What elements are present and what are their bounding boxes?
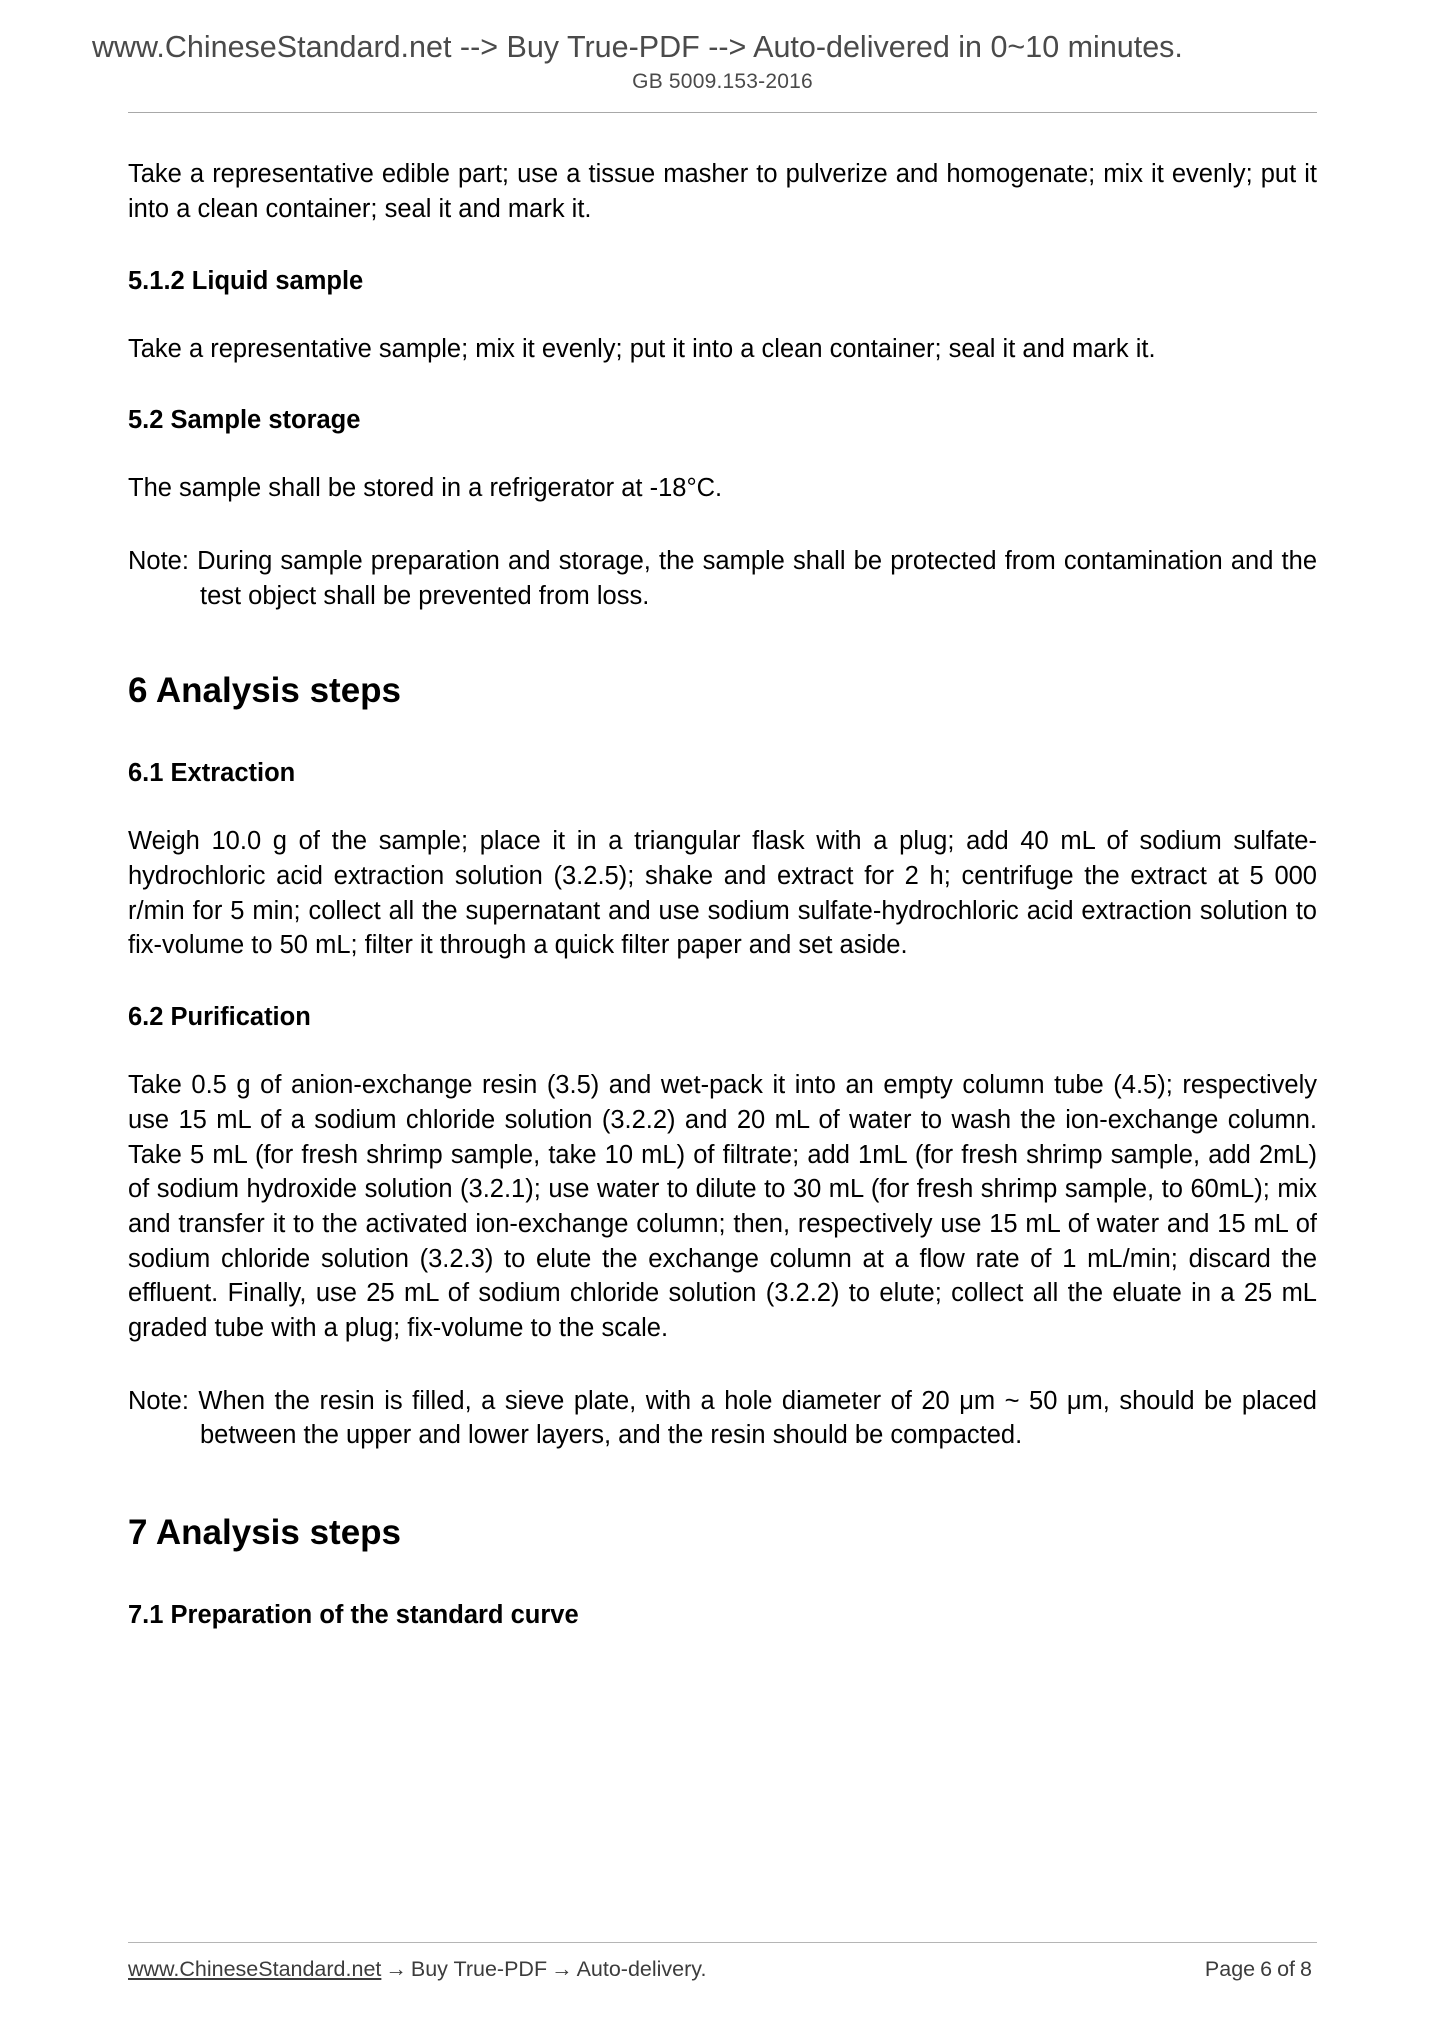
footer-row bbox=[128, 1957, 1317, 1982]
paragraph-extraction: Weigh 10.0 g of the sample; place it in a triangular flask with a plug; add 40 mL of sodium sulfate-hydrochloric acid extraction solution (3.2.5); shake and extract for 2 h; centrifuge the extract at 5 000 r/min for 5 min; collect all the supernatant and use sodium sulfate-hydrochloric acid extraction solution to fix-volume to 50 mL; filter it through a quick filter paper and set aside. bbox=[128, 827, 1317, 960]
paragraph-purification: Take 0.5 g of anion-exchange resin (3.5) and wet-pack it into an empty column tube (4.5); respectively use 15 mL of a sodium chloride solution (3.2.2) and 20 mL of water to wash the ion-exchange column. Take 5 mL (for fresh shrimp sample, take 10 mL) of filtrate; add 1mL (for fresh shrimp sample, add 2mL) of sodium hydroxide solution (3.2.1); use water to dilute to 30 mL (for fresh shrimp sample, to 60mL); mix and transfer it to the activated ion-exchange column; then, respectively use 15 mL of water and 15 mL of sodium chloride solution (3.2.3) to elute the exchange column at a flow rate of 1 mL/min; discard the effluent. Finally, use 25 mL of sodium chloride solution (3.2.2) to elute; collect all the eluate in a 25 mL graded tube with a plug; fix-volume to the scale. bbox=[128, 1071, 1317, 1342]
paragraph-solid-sample: Take a representative edible part; use a tissue masher to pulverize and homogenate; mix it evenly; put it into a clean container; seal it and mark it. bbox=[128, 160, 1317, 223]
header-divider bbox=[128, 112, 1317, 113]
note-resin-filling: Note: When the resin is filled, a sieve plate, with a hole diameter of 20 μm ~ 50 μm, should be placed between the upper and lower layers, and the resin should be compacted. bbox=[128, 1386, 1317, 1450]
heading-6-2: 6.2 Purification bbox=[128, 1003, 311, 1032]
heading-section-7: 7 Analysis steps bbox=[128, 1512, 402, 1552]
heading-section-6: 6 Analysis steps bbox=[128, 671, 402, 711]
page-number: 6 bbox=[1260, 1957, 1273, 1981]
heading-5-1-2: 5.1.2 Liquid sample bbox=[128, 266, 364, 295]
paragraph-liquid-sample: Take a representative sample; mix it evenly; put it into a clean container; seal it and mark it. bbox=[128, 334, 1156, 363]
footer-page-indicator bbox=[1205, 1957, 1317, 1982]
heading-7-1: 7.1 Preparation of the standard curve bbox=[128, 1600, 579, 1629]
promo-banner-text: www.ChineseStandard.net --> Buy True-PDF --> Auto-delivered in 0~10 minutes. bbox=[92, 30, 1183, 64]
page-header bbox=[0, 0, 1445, 113]
note-sample-storage: Note: During sample preparation and storage, the sample shall be protected from contamination and the test object shall be prevented from loss. bbox=[128, 547, 1317, 610]
footer-delivery-label: Auto-delivery. bbox=[576, 1957, 707, 1981]
standard-code-text: GB 5009.153-2016 bbox=[632, 70, 813, 94]
page-total: 8 bbox=[1300, 1957, 1312, 1981]
page-label: Page bbox=[1204, 1957, 1256, 1981]
right-arrow-icon-2: → bbox=[551, 1957, 573, 1981]
footer-divider bbox=[128, 1942, 1317, 1943]
of-label: of bbox=[1277, 1957, 1296, 1981]
right-arrow-icon: → bbox=[385, 1957, 407, 1981]
heading-6-1: 6.1 Extraction bbox=[128, 759, 296, 788]
page-footer bbox=[128, 1942, 1317, 1982]
footer-left-group bbox=[128, 1957, 706, 1982]
heading-5-2: 5.2 Sample storage bbox=[128, 406, 361, 435]
footer-buy-label: Buy True-PDF bbox=[410, 1957, 548, 1981]
paragraph-sample-storage: The sample shall be stored in a refrigerator at -18°C. bbox=[128, 474, 723, 503]
document-content bbox=[0, 157, 1445, 1632]
footer-site-link[interactable]: www.ChineseStandard.net bbox=[128, 1957, 382, 1981]
